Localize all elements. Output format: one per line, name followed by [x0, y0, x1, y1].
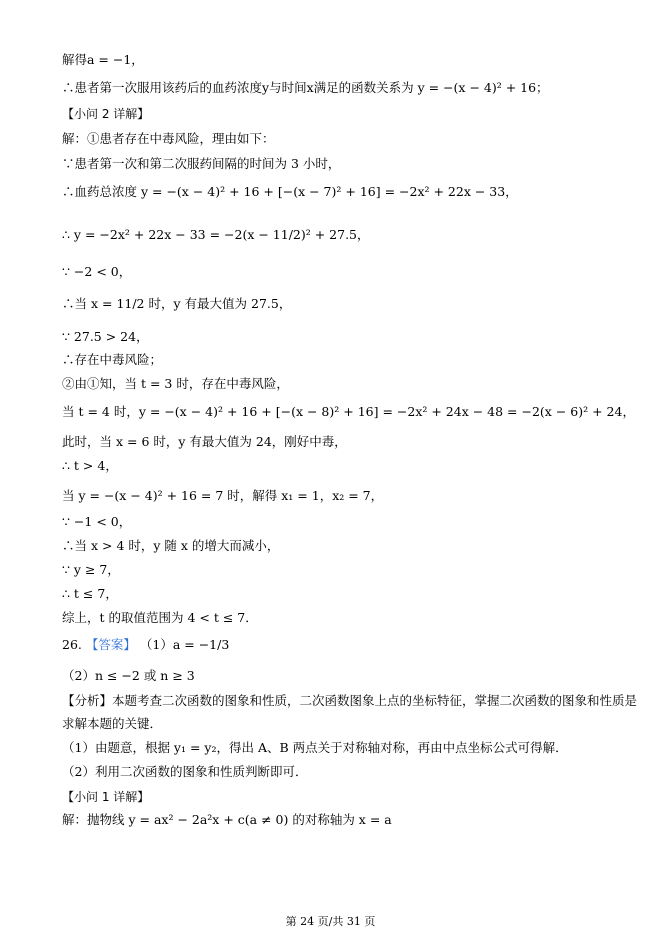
solution-line: ∵ 27.5 > 24，: [62, 329, 149, 344]
solution-line: ∴ t ≤ 7，: [62, 586, 118, 601]
solution-line: ∴当 x = 11/2 时，y 有最大值为 27.5，: [62, 296, 292, 311]
solution-line: ∴患者第一次服用该药后的血药浓度y与时间x满足的函数关系为 y = −(x − 4)² + 16；: [62, 80, 549, 95]
solution-line: ②由①知，当 t = 3 时，存在中毒风险，: [62, 376, 289, 391]
solution-line: 解得a = −1，: [62, 52, 144, 67]
answer-part-2: （2）n ≤ −2 或 n ≥ 3: [62, 668, 195, 683]
page-footer: 第 24 页/共 31 页: [285, 915, 376, 928]
analysis-text-cont: 求解本题的关键．: [62, 716, 163, 731]
solution-line: ∵患者第一次和第二次服药间隔的时间为 3 小时，: [62, 156, 341, 171]
question-number: 26.: [62, 637, 82, 652]
solution-line: 解：抛物线 y = ax² − 2a²x + c(a ≠ 0) 的对称轴为 x = a: [62, 812, 392, 827]
solution-line: 此时，当 x = 6 时，y 有最大值为 24，刚好中毒，: [62, 434, 347, 449]
solution-line: 当 y = −(x − 4)² + 16 = 7 时，解得 x₁ = 1，x₂ = 7，: [62, 488, 384, 503]
solution-line: ∴血药总浓度 y = −(x − 4)² + 16 + [−(x − 7)² + 16] = −2x² + 22x − 33，: [62, 184, 518, 199]
solution-line: 当 t = 4 时，y = −(x − 4)² + 16 + [−(x − 8)² + 16] = −2x² + 24x − 48 = −2(x − 6)² + 24，: [62, 404, 635, 419]
solution-line: ∵ y ≥ 7，: [62, 562, 120, 577]
answer-tag: 【答案】: [85, 637, 136, 652]
solution-line: 解：①患者存在中毒风险，理由如下：: [62, 131, 275, 146]
solution-line: ∴ y = −2x² + 22x − 33 = −2(x − 11/2)² + 27.5，: [62, 227, 370, 242]
section-heading: 【小问 2 详解】: [62, 107, 150, 121]
answer-part-1: （1）a = −1/3: [139, 637, 230, 652]
solution-line: ∴当 x > 4 时，y 随 x 的增大而减小，: [62, 538, 280, 553]
analysis-text: 【分析】本题考查二次函数的图象和性质，二次函数图象上点的坐标特征，掌握二次函数的图象和性质是: [62, 693, 638, 708]
solution-line: ∵ −1 < 0，: [62, 514, 132, 529]
solution-line: ∵ −2 < 0，: [62, 264, 132, 279]
section-heading: 【小问 1 详解】: [62, 790, 150, 804]
analysis-step-1: （1）由题意，根据 y₁ = y₂，得出 A、B 两点关于对称轴对称，再由中点坐标公式可得解．: [62, 740, 568, 755]
analysis-step-2: （2）利用二次函数的图象和性质判断即可．: [62, 764, 308, 779]
solution-line: ∴存在中毒风险；: [62, 352, 163, 367]
solution-line: 综上，t 的取值范围为 4 < t ≤ 7．: [62, 610, 258, 625]
solution-line: ∴ t > 4，: [62, 458, 118, 473]
question-26-answer: [62, 637, 621, 653]
